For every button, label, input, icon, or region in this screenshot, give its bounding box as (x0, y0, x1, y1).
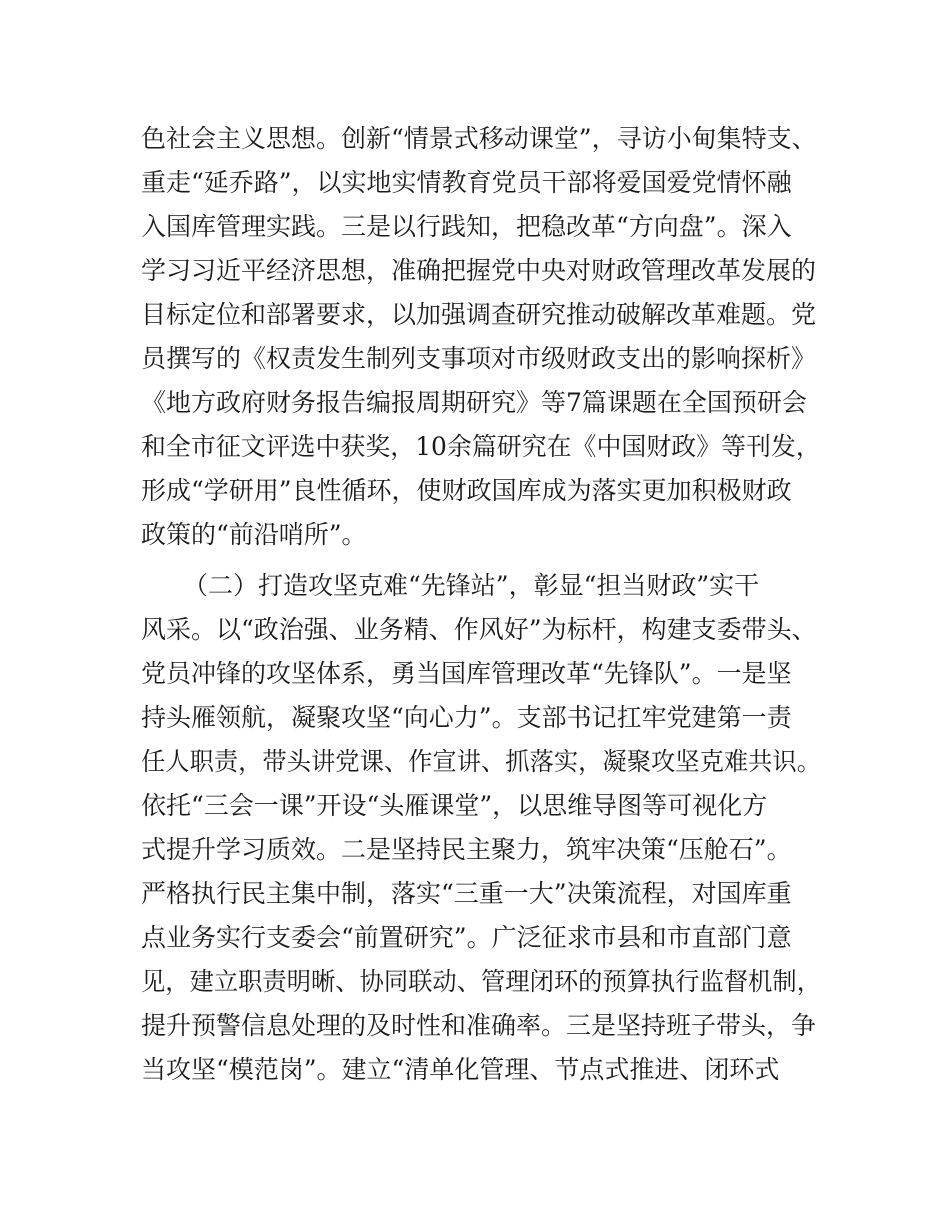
paragraph-1-line-10: 政策的“前沿哨所”。 (141, 520, 367, 549)
paragraph-2-line-3: 党员冲锋的攻坚体系，勇当国库管理改革“先锋队”。一是坚 (141, 659, 792, 688)
paragraph-1-line-2: 重走“延乔路”，以实地实情教育党员干部将爱国爱党情怀融 (141, 168, 792, 197)
paragraph-2-line-11: 提升预警信息处理的及时性和准确率。三是坚持班子带头，争 (141, 1011, 817, 1040)
paragraph-2-line-8: 严格执行民主集中制，落实“三重一大”决策流程，对国库重 (141, 879, 792, 908)
paragraph-2-line-1: （二）打造攻坚克难“先锋站”，彰显“担当财政”实干 (183, 571, 760, 600)
paragraph-2-line-4: 持头雁领航，凝聚攻坚“向心力”。支部书记扛牢党建第一责 (141, 703, 792, 732)
paragraph-2-line-2: 风采。以“政治强、业务精、作风好”为标杆，构建支委带头、 (141, 615, 817, 644)
paragraph-1-line-9: 形成“学研用”良性循环，使财政国库成为落实更加积极财政 (141, 476, 792, 505)
paragraph-1-line-7: 《地方政府财务报告编报周期研究》等7篇课题在全国预研会 (141, 388, 807, 417)
paragraph-2-line-9: 点业务实行支委会“前置研究”。广泛征求市县和市直部门意 (141, 923, 792, 952)
paragraph-2-line-10: 见，建立职责明晰、协同联动、管理闭环的预算执行监督机制， (141, 967, 822, 996)
paragraph-1-line-5: 目标定位和部署要求，以加强调查研究推动破解改革难题。党 (141, 300, 817, 329)
paragraph-2-line-7: 式提升学习质效。二是坚持民主聚力，筑牢决策“压舱石”。 (141, 835, 792, 864)
paragraph-1-line-4: 学习习近平经济思想，准确把握党中央对财政管理改革发展的 (141, 256, 817, 285)
paragraph-2-line-5: 任人职责，带头讲党课、作宣讲、抓落实，凝聚攻坚克难共识。 (141, 747, 822, 776)
paragraph-1-line-8: 和全市征文评选中获奖，10余篇研究在《中国财政》等刊发， (141, 432, 821, 461)
paragraph-1-line-6: 员撰写的《权责发生制列支事项对市级财政支出的影响探析》 (141, 344, 817, 373)
paragraph-2-line-6: 依托“三会一课”开设“头雁课堂”，以思维导图等可视化方 (141, 791, 768, 820)
paragraph-1-line-3: 入国库管理实践。三是以行践知，把稳改革“方向盘”。深入 (141, 212, 792, 241)
paragraph-1-line-1: 色社会主义思想。创新“情景式移动课堂”，寻访小甸集特支、 (141, 124, 817, 153)
paragraph-2-line-12: 当攻坚“模范岗”。建立“清单化管理、节点式推进、闭环式 (141, 1055, 780, 1084)
